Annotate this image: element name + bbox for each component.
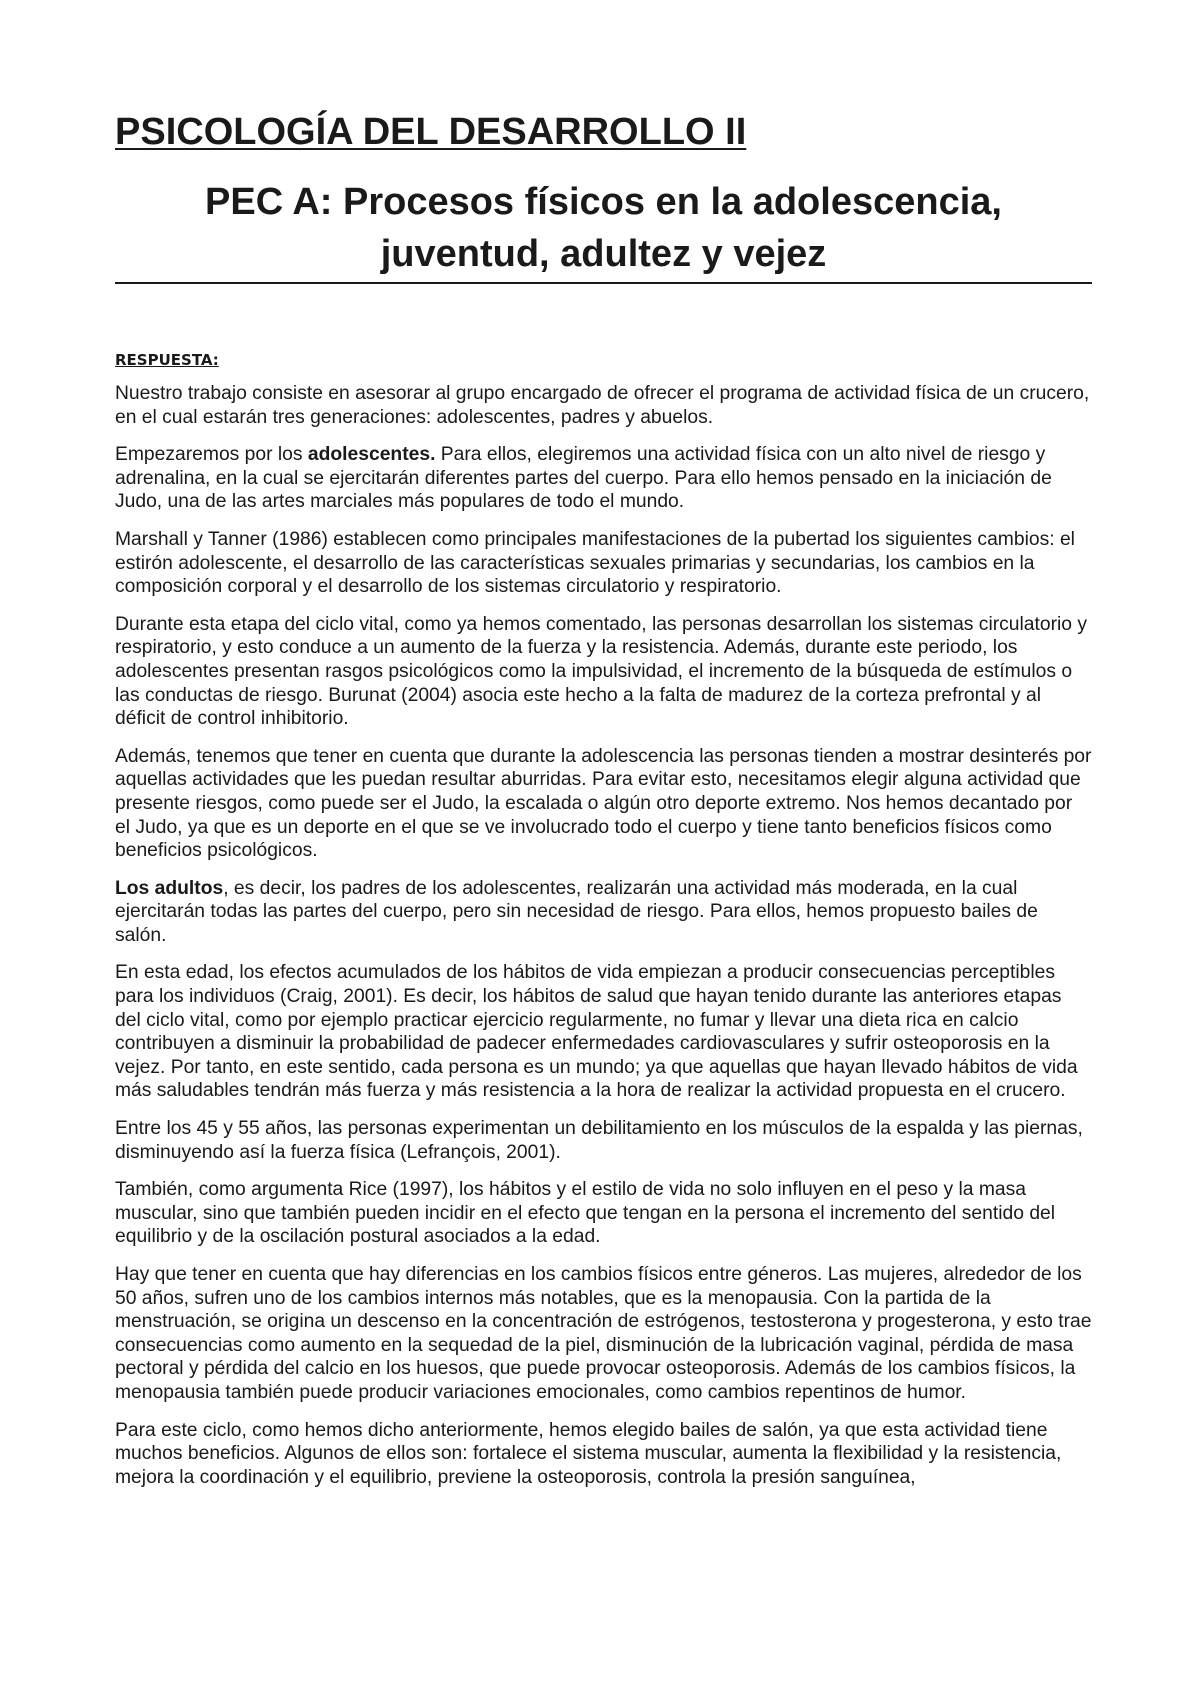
course-title: PSICOLOGÍA DEL DESARROLLO II bbox=[115, 111, 747, 153]
paragraph-menopausia: Hay que tener en cuenta que hay diferencias en los cambios físicos entre géneros. Las mujeres, alrededor de los 50 años, sufren uno de los cambios internos más notables, que es la menopausia. Con la partida de la menstruación, se origina un descenso en la concentración de estrógenos, testosterona y progesterona, y esto trae consecuencias como aumento en la sequedad de la piel, disminución de la lubricación vaginal, pérdida de masa pectoral y pérdida del calcio en los huesos, que puede provocar osteoporosis. Además de los cambios físicos, la menopausia también puede producir variaciones emocionales, como cambios repentinos de humor. bbox=[115, 1264, 1092, 1403]
paragraph-adultos bbox=[115, 877, 1092, 948]
pec-title-line-1: PEC A: Procesos físicos en la adolescencia, bbox=[205, 181, 1002, 223]
paragraph-text: , es decir, los padres de los adolescentes, realizarán una actividad más moderada, en la cual ejercitarán todas las partes del cuerpo, pero sin necesidad de riesgo. Para ellos, hemos propuesto bailes de salón. bbox=[115, 877, 1038, 946]
pec-title-line-2: juventud, adultez y vejez bbox=[380, 233, 827, 275]
paragraph-45-55-anos: Entre los 45 y 55 años, las personas experimentan un debilitamiento en los músculos de la espalda y las piernas, disminuyendo así la fuerza física (Lefrançois, 2001). bbox=[115, 1118, 1083, 1163]
paragraph-intro: Nuestro trabajo consiste en asesorar al grupo encargado de ofrecer el programa de actividad física de un crucero, en el cual estarán tres generaciones: adolescentes, padres y abuelos. bbox=[115, 383, 1090, 428]
document-page bbox=[115, 108, 1092, 1503]
bold-term-adultos: Los adultos bbox=[115, 877, 224, 899]
paragraph-rice: También, como argumenta Rice (1997), los hábitos y el estilo de vida no solo influyen en el peso y la masa muscular, sino que también pueden incidir en el efecto que tengan en la persona el incremento del sentido del equilibrio y de la oscilación postural asociados a la edad. bbox=[115, 1179, 1056, 1248]
paragraph-marshall-tanner: Marshall y Tanner (1986) establecen como principales manifestaciones de la pubertad los siguientes cambios: el estirón adolescente, el desarrollo de las características sexuales primarias y secundarias, los cambios en la composición corporal y el desarrollo de los sistemas circulatorio y respiratorio. bbox=[115, 528, 1075, 598]
paragraph-desinteres: Además, tenemos que tener en cuenta que durante la adolescencia las personas tienden a mostrar desinterés por aquellas actividades que les puedan resultar aburridas. Para evitar esto, necesitamos elegir alguna actividad que presente riesgos, como puede ser el Judo, la escalada o algún otro deporte extremo. Nos hemos decantado por el Judo, ya que es un deporte en el que se ve involucrado todo el cuerpo y tiene tanto beneficios físicos como beneficios psicológicos. bbox=[115, 745, 1092, 862]
paragraph-habitos-vida: En esta edad, los efectos acumulados de los hábitos de vida empiezan a producir consecuencias perceptibles para los individuos (Craig, 2001). Es decir, los hábitos de salud que hayan tenido durante las anteriores etapas del ciclo vital, como por ejemplo practicar ejercicio regularmente, no fumar y llevar una dieta rica en calcio contribuyen a disminuir la probabilidad de padecer enfermedades cardiovasculares y sufrir osteoporosis en la vejez. Por tanto, en este sentido, cada persona es un mundo; ya que aquellas que hayan llevado hábitos de vida más saludables tendrán más fuerza y más resistencia a la hora de realizar la actividad propuesta en el crucero. bbox=[115, 962, 1078, 1102]
paragraph-text: Empezaremos por los bbox=[115, 444, 308, 466]
paragraph-text: Para ellos, elegiremos una actividad física con un alto nivel de riesgo y adrenalina, en la cual se ejercitarán diferentes partes del cuerpo. Para ello hemos pensado en la iniciación de Judo, una de las artes marciales más populares de todo el mundo. bbox=[115, 444, 1052, 513]
section-label: RESPUESTA: bbox=[115, 351, 219, 369]
pec-title bbox=[115, 176, 1092, 284]
bold-term-adolescentes: adolescentes. bbox=[307, 444, 436, 466]
paragraph-bailes-salon: Para este ciclo, como hemos dicho anteriormente, hemos elegido bailes de salón, ya que esta actividad tiene muchos beneficios. Algunos de ellos son: fortalece el sistema muscular, aumenta la flexibilidad y la resistencia, mejora la coordinación y el equilibrio, previene la osteoporosis, controla la presión sanguínea, bbox=[115, 1419, 1062, 1488]
paragraph-adolescentes bbox=[115, 443, 1092, 514]
paragraph-etapa-ciclo-vital: Durante esta etapa del ciclo vital, como ya hemos comentado, las personas desarrollan los sistemas circulatorio y respiratorio, y esto conduce a un aumento de la fuerza y la resistencia. Además, durante este periodo, los adolescentes presentan rasgos psicológicos como la impulsividad, el incremento de la búsqueda de estímulos o las conductas de riesgo. Burunat (2004) asocia este hecho a la falta de madurez de la corteza prefrontal y al déficit de control inhibitorio. bbox=[115, 613, 1088, 730]
